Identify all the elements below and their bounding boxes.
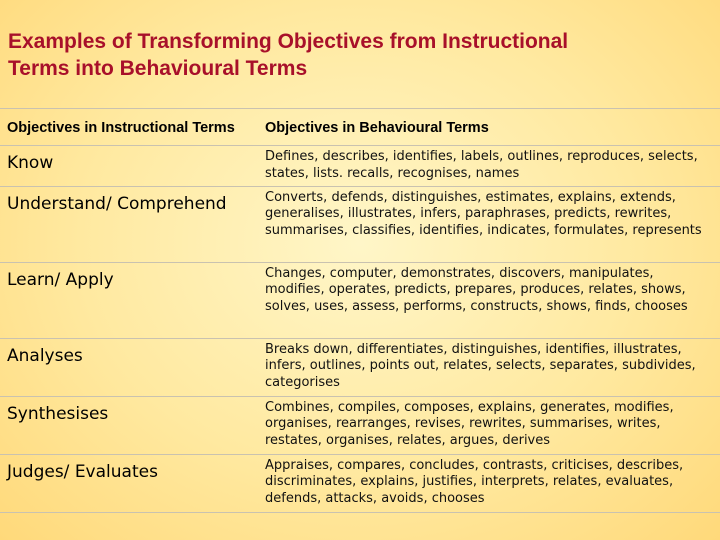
row-term: Judges/ Evaluates xyxy=(0,454,258,512)
row-term: Know xyxy=(0,146,258,187)
row-behaviours: Appraises, compares, concludes, contrasts, criticises, describes, discriminates, explains, justifies, interprets, relates, evaluates, defends, attacks, avoids, chooses xyxy=(258,454,720,512)
row-behaviours: Defines, describes, identifies, labels, outlines, reproduces, selects, states, lists. recalls, recognises, names xyxy=(258,146,720,187)
table-header-row xyxy=(0,109,720,146)
table-row xyxy=(0,454,720,512)
row-behaviours: Converts, defends, distinguishes, estimates, explains, extends, generalises, illustrates, infers, paraphrases, predicts, rewrites, summarises, classifies, identifies, indicates, formulates, represents xyxy=(258,186,720,262)
table-row xyxy=(0,396,720,454)
row-behaviours: Combines, compiles, composes, explains, generates, modifies, organises, rearranges, revises, rewrites, summarises, writes, restates, organises, relates, argues, derives xyxy=(258,396,720,454)
row-term: Understand/ Comprehend xyxy=(0,186,258,262)
header-behavioural: Objectives in Behavioural Terms xyxy=(258,109,720,146)
objectives-table xyxy=(0,108,720,513)
row-behaviours: Breaks down, differentiates, distinguishes, identifies, illustrates, infers, outlines, points out, relates, selects, separates, subdivides, categorises xyxy=(258,338,720,396)
row-term: Synthesises xyxy=(0,396,258,454)
page-title xyxy=(8,28,708,82)
title-line-1: Examples of Transforming Objectives from Instructional xyxy=(8,30,569,53)
row-behaviours: Changes, computer, demonstrates, discovers, manipulates, modifies, operates, predicts, prepares, produces, relates, shows, solves, uses, assess, performs, constructs, shows, finds, chooses xyxy=(258,262,720,338)
header-instructional: Objectives in Instructional Terms xyxy=(0,109,258,146)
table-row xyxy=(0,338,720,396)
table-row xyxy=(0,186,720,262)
table-row xyxy=(0,146,720,187)
row-term: Analyses xyxy=(0,338,258,396)
table-row xyxy=(0,262,720,338)
row-term: Learn/ Apply xyxy=(0,262,258,338)
title-line-2: Terms into Behavioural Terms xyxy=(8,57,308,80)
